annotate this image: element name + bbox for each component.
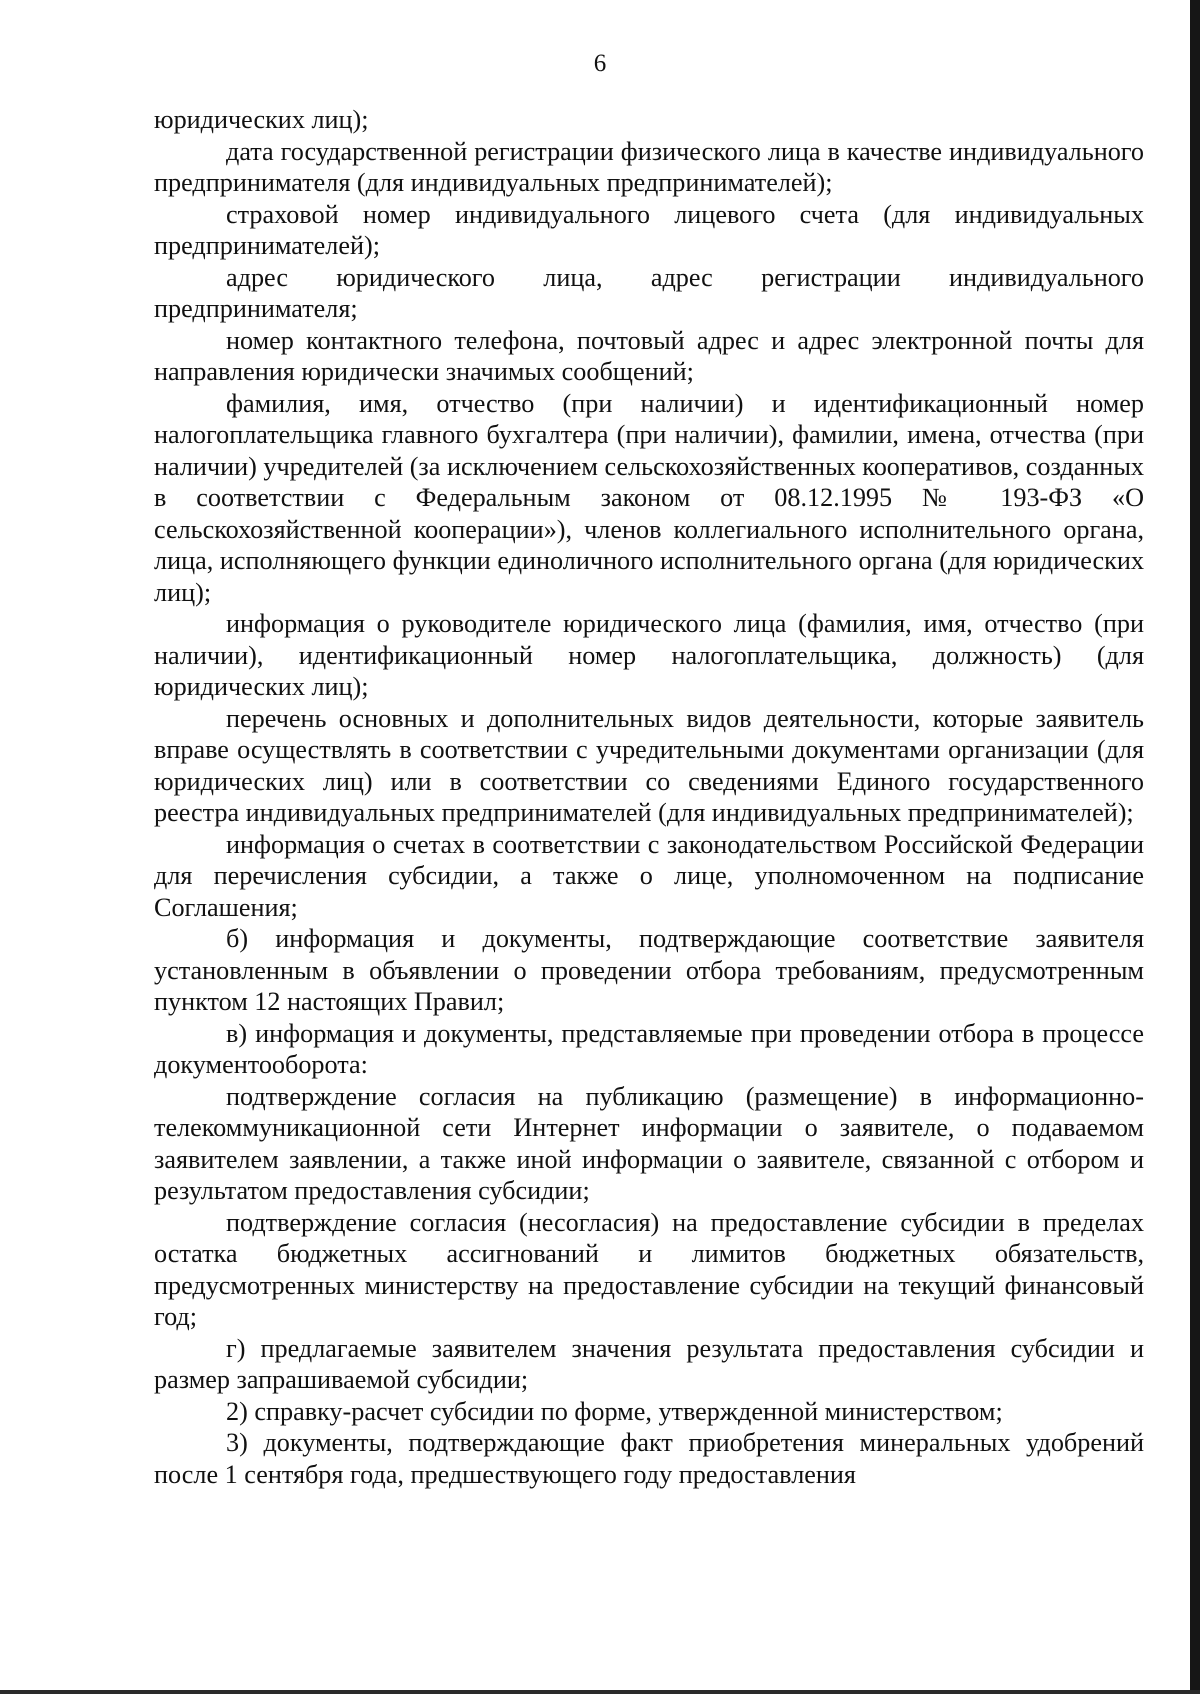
paragraph: 3) документы, подтверждающие факт приобретения минеральных удобрений после 1 сентября года, предшествующего году предоставления <box>154 1428 1144 1489</box>
paragraph: фамилия, имя, отчество (при наличии) и идентификационный номер налогоплательщика главного бухгалтера (при наличии), фамилии, имена, отчества (при наличии) учредителей (за исключением сельскохозяйственных кооперативов, созданных в соответствии с Федеральным законом от 08.12.1995 № 193-ФЗ «О сельскохозяйственной кооперации»), членов коллегиального исполнительного органа, лица, исполняющего функции единоличного исполнительного органа (для юридических лиц); <box>154 388 1145 607</box>
paragraph: номер контактного телефона, почтовый адрес и адрес электронной почты для направления юридически значимых сообщений; <box>154 325 1144 386</box>
paragraph: дата государственной регистрации физического лица в качестве индивидуального предпринимателя (для индивидуальных предпринимателей); <box>154 136 1144 197</box>
scan-edge-right <box>1190 0 1200 1694</box>
paragraph: г) предлагаемые заявителем значения результата предоставления субсидии и размер запрашиваемой субсидии; <box>154 1333 1144 1394</box>
document-body <box>154 104 1144 1490</box>
paragraph: перечень основных и дополнительных видов деятельности, которые заявитель вправе осуществлять в соответствии с учредительными документами организации (для юридических лиц) или в соответствии со сведениями Единого государственного реестра индивидуальных предпринимателей (для индивидуальных предпринимателей); <box>154 703 1144 827</box>
paragraph: подтверждение согласия (несогласия) на предоставление субсидии в пределах остатка бюджетных ассигнований и лимитов бюджетных обязательств, предусмотренных министерству на предоставление субсидии на текущий финансовый год; <box>154 1207 1144 1331</box>
paragraph: в) информация и документы, представляемые при проведении отбора в процессе документооборота: <box>154 1018 1144 1079</box>
paragraph: информация о руководителе юридического лица (фамилия, имя, отчество (при наличии), идентификационный номер налогоплательщика, должность) (для юридических лиц); <box>154 609 1144 701</box>
paragraph: информация о счетах в соответствии с законодательством Российской Федерации для перечисления субсидии, а также о лице, уполномоченном на подписание Соглашения; <box>154 829 1144 922</box>
scan-edge-bottom <box>0 1690 1200 1694</box>
paragraph: б) информация и документы, подтверждающие соответствие заявителя установленным в объявлении о проведении отбора требованиям, предусмотренным пунктом 12 настоящих Правил; <box>154 924 1144 1016</box>
page-number: 6 <box>593 50 607 77</box>
paragraph: адрес юридического лица, адрес регистрации индивидуального предпринимателя; <box>154 262 1144 323</box>
paragraph: подтверждение согласия на публикацию (размещение) в информационно-телекоммуникационной сети Интернет информации о заявителе, о подаваемом заявителем заявлении, а также иной информации о заявителе, связанной с отбором и результатом предоставления субсидии; <box>154 1081 1144 1205</box>
paragraph: страховой номер индивидуального лицевого счета (для индивидуальных предпринимателей); <box>154 199 1144 260</box>
paragraph: 2) справку-расчет субсидии по форме, утвержденной министерством; <box>226 1396 1003 1426</box>
paragraph: юридических лиц); <box>154 105 369 134</box>
